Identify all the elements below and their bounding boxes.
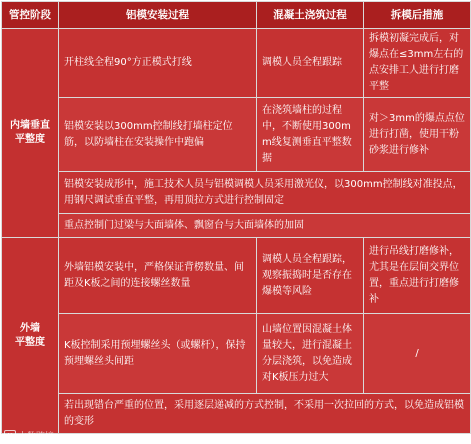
table-row <box>2 394 471 434</box>
outer-after-1: 进行吊线打磨修补，尤其是在层间交界位置，重点进行打磨修补 <box>364 238 471 314</box>
outer-pour-2: 山墙位置因混凝土体量较大，进行混凝土分层浇筑，以免造成对K板压力过大 <box>257 314 364 394</box>
inner-after-1: 拆模初凝完成后，对爆点在≤3mm左右的点安排工人进行打磨平整 <box>364 29 471 98</box>
table-row <box>2 98 471 172</box>
stage-inner-label: 内墙垂直 平整度 <box>10 120 50 145</box>
outer-install-1: 外墙铝模安装中，严格保证背楞数量、间距及K板之间的连接螺丝数量 <box>59 238 257 314</box>
table-row <box>2 29 471 98</box>
stage-inner-wall <box>2 29 59 238</box>
watermark-text: 大数跨境 <box>18 432 55 442</box>
table-row <box>2 238 471 314</box>
inner-span-note-1: 铝模安装成形中，施工技术人员与铝模调模人员采用激光仪，以300mm控制线对准投点，用钢尺调试垂直平整，再用顶拉方式进行控制固定 <box>59 172 471 214</box>
header-control-stage: 管控阶段 <box>2 2 59 29</box>
table-row <box>2 214 471 238</box>
outer-after-2: / <box>364 314 471 394</box>
inner-pour-2: 在浇筑墙柱的过程中，不断使用300mm线复测垂直平整数据 <box>257 98 364 172</box>
header-after-demold: 拆模后措施 <box>364 2 471 29</box>
table-row <box>2 172 471 214</box>
spec-table-container <box>0 1 471 444</box>
inner-pour-1: 调模人员全程跟踪 <box>257 29 364 98</box>
outer-span-note: 若出现错台严重的位置，采用逐层递减的方式控制，不采用一次拉回的方式，以免造成铝模的变形 <box>59 394 471 434</box>
header-install-process: 铝模安装过程 <box>59 2 257 29</box>
watermark-logo <box>4 429 54 442</box>
stage-outer-wall <box>2 238 59 434</box>
table-row <box>2 314 471 394</box>
inner-install-1: 开柱线全程90°方正模式打线 <box>59 29 257 98</box>
header-row <box>2 2 471 29</box>
outer-install-2: K板控制采用预埋螺丝头（或螺杆），保持预埋螺丝头间距 <box>59 314 257 394</box>
inner-install-2: 铝模安装以300mm控制线打墙柱定位筋，以防墙柱在安装操作中跑偏 <box>59 98 257 172</box>
watermark-mark-icon: K <box>4 430 16 442</box>
construction-control-table <box>1 1 471 434</box>
outer-pour-1: 调模人员全程跟踪，观察振捣时是否存在爆模等风险 <box>257 238 364 314</box>
stage-outer-label: 外墙 平整度 <box>15 322 45 348</box>
inner-span-note-2: 重点控制门过梁与大面墙体、飘窗台与大面墙体的加固 <box>59 214 471 238</box>
inner-after-2: 对＞3mm的爆点点位进行打凿，使用干粉砂浆进行修补 <box>364 98 471 172</box>
header-pour-process: 混凝土浇筑过程 <box>257 2 364 29</box>
